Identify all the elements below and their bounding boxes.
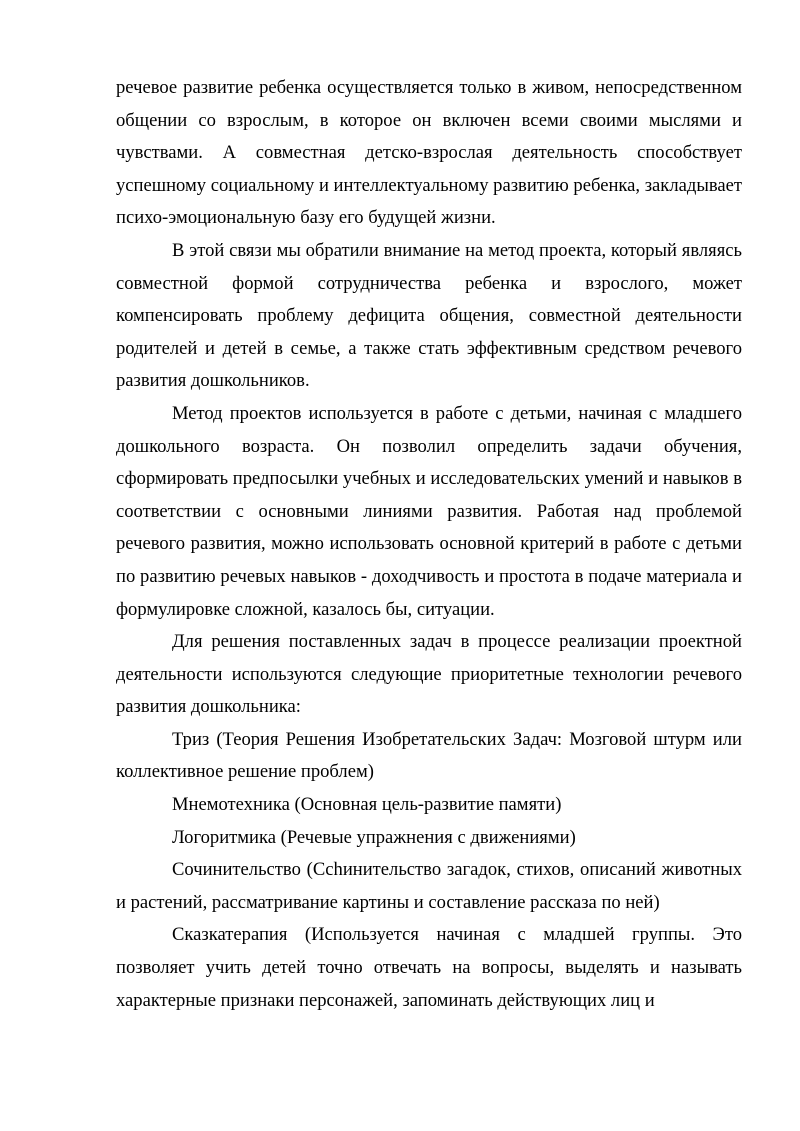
document-body xyxy=(116,72,742,1017)
list-item-composition: Сочинительство (Сchинительство загадок, стихов, описаний животных и растений, рассматривание картины и составление рассказа по ней) xyxy=(116,859,742,913)
paragraph-technologies-intro: Для решения поставленных задач в процессе реализации проектной деятельности используются следующие приоритетные технологии речевого развития дошкольника: xyxy=(116,631,742,718)
list-item-logorhythmics: Логоритмика (Речевые упражнения с движениями) xyxy=(172,826,576,848)
paragraph-method-usage: Метод проектов используется в работе с детьми, начиная с младшего дошкольного возраста. Он позволил определить задачи обучения, сформировать предпосылки учебных и исследовательских умений и навыков в соответствии с основными линиями развития. Работая над проблемой речевого развития, можно использовать основной критерий в работе с детьми по развитию речевых навыков - доходчивость и простота в подаче материала и формулировке сложной, казалось бы, ситуации. xyxy=(116,402,742,620)
list-item-mnemotechnics: Мнемотехника (Основная цель-развитие памяти) xyxy=(172,794,562,816)
list-item-triz: Триз (Теория Решения Изобретательских Задач: Мозговой штурм или коллективное решение проблем) xyxy=(116,728,742,783)
list-item-fairytale-therapy: Сказкатерапия (Используется начиная с младшей группы. Это позволяет учить детей точно отвечать на вопросы, выделять и называть характерные признаки персонажей, запоминать действующих лиц и xyxy=(116,924,742,1011)
paragraph-project-method: В этой связи мы обратили внимание на метод проекта, который являясь совместной формой сотрудничества ребенка и взрослого, может компенсировать проблему дефицита общения, совместной деятельности родителей и детей в семье, а также стать эффективным средством речевого развития дошкольников. xyxy=(116,239,742,392)
paragraph-continuation: речевое развитие ребенка осуществляется только в живом, непосредственном общении со взрослым, в которое он включен всеми своими мыслями и чувствами. А совместная детско-взрослая деятельность способствует успешному социальному и интеллектуальному развитию ребенка, закладывает психо-эмоциональную базу его будущей жизни. xyxy=(116,77,742,229)
